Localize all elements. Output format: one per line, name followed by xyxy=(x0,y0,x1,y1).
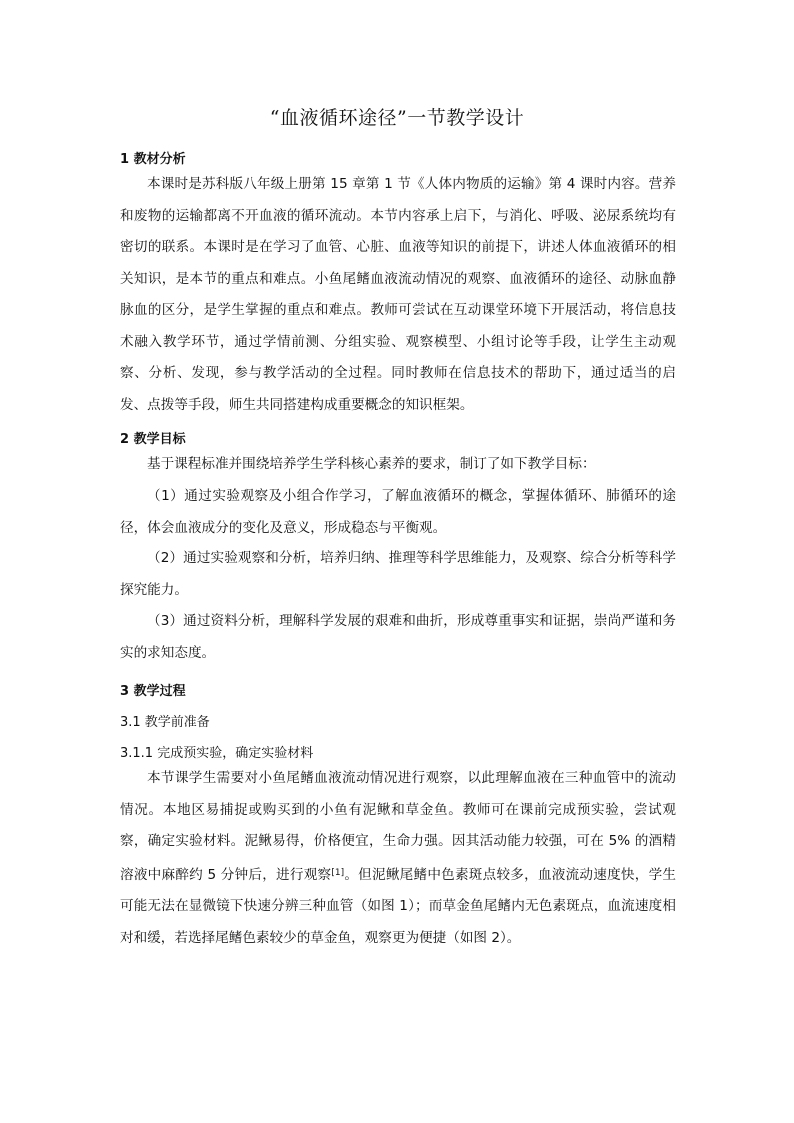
section1-paragraph: 本课时是苏科版八年级上册第 15 章第 1 节《人体内物质的运输》第 4 课时内容。营养和废物的运输都离不开血液的循环流动。本节内容承上启下，与消化、呼吸、泌尿系统均有密切的联系。本课时是在学习了血管、心脏、血液等知识的前提下，讲述人体血液循环的相关知识，是本节的重点和难点。小鱼尾鳍血液流动情况的观察、血液循环的途径、动脉血静脉血的区分，是学生掌握的重点和难点。教师可尝试在互动课堂环境下开展活动，将信息技术融入教学环节，通过学情前测、分组实验、观察模型、小组讨论等手段，让学生主动观察、分析、发现，参与教学活动的全过程。同时教师在信息技术的帮助下，通过适当的启发、点拨等手段，师生共同搭建构成重要概念的知识框架。 xyxy=(120,176,676,413)
goal-1: （1）通过实验观察及小组合作学习，了解血液循环的概念，掌握体循环、肺循环的途径，体会血液成分的变化及意义，形成稳态与平衡观。 xyxy=(120,488,676,536)
goal-2: （2）通过实验观察和分析，培养归纳、推理等科学思维能力，及观察、综合分析等科学探究能力。 xyxy=(120,550,676,598)
goal-3: （3）通过资料分析，理解科学发展的艰难和曲折，形成尊重事实和证据，崇尚严谨和务实的求知态度。 xyxy=(120,613,676,661)
section-heading-1: 1 教材分析 xyxy=(120,152,186,167)
subsection-heading-3-1-1: 3.1.1 完成预实验，确定实验材料 xyxy=(120,746,314,761)
citation-ref: [1] xyxy=(331,867,345,878)
section-heading-3: 3 教学过程 xyxy=(120,684,186,699)
section3-paragraph xyxy=(120,763,676,954)
section2-intro: 基于课程标准并围绕培养学生学科核心素养的要求，制订了如下教学目标： xyxy=(147,456,596,472)
subsection-heading-3-1: 3.1 教学前准备 xyxy=(120,715,210,730)
section3-paragraph-part-b: 。但泥鳅尾鳍中色素斑点较多，血液流动速度快，学生可能无法在显微镜下快速分辨三种血管（如图 1）；而草金鱼尾鳍内无色素斑点，血流速度相对和缓，若选择尾鳍色素较少的草金鱼，观察更为便捷（如图 2）。 xyxy=(120,866,676,946)
section-heading-2: 2 教学目标 xyxy=(120,432,186,447)
section3-paragraph-part-a: 本节课学生需要对小鱼尾鳍血液流动情况进行观察，以此理解血液在三种血管中的流动情况。本地区易捕捉或购买到的小鱼有泥鳅和草金鱼。教师可在课前完成预实验，尝试观察，确定实验材料。泥鳅易得，价格便宜，生命力强。因其活动能力较强，可在 5% 的酒精溶液中麻醉约 5 分钟后，进行观察 xyxy=(120,770,676,883)
document-title: “血液循环途径”一节教学设计 xyxy=(269,107,525,129)
